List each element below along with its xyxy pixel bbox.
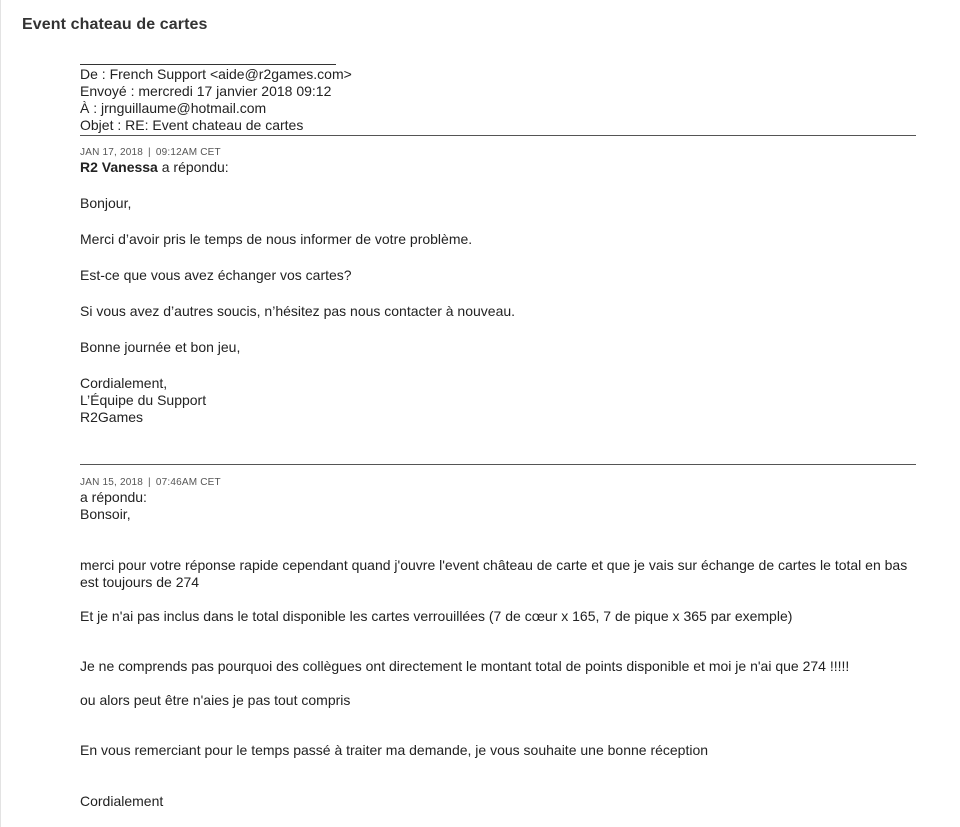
reply-action: a répondu: [157, 159, 229, 175]
message-line: Est-ce que vous avez échanger vos cartes? [80, 267, 352, 283]
message-line: Bonne journée et bon jeu, [80, 339, 241, 355]
reply-author-line [80, 159, 916, 176]
signature [80, 375, 916, 426]
message-line: Si vous avez d’autres soucis, n’hésitez pas nous contacter à nouveau. [80, 303, 516, 319]
meta-separator: | [148, 477, 151, 488]
signature-line: R2Games [80, 409, 144, 425]
greeting: Bonjour, [80, 195, 132, 211]
reply-date: JAN 17, 2018 [80, 147, 143, 158]
message-divider [80, 135, 916, 136]
header-object: Objet : RE: Event chateau de cartes [80, 117, 304, 133]
header-to: À : jrnguillaume@hotmail.com [80, 100, 267, 116]
reply-time: 09:12AM CET [155, 147, 221, 158]
message-divider [80, 464, 916, 465]
meta-separator: | [148, 147, 151, 158]
reply-block [80, 147, 916, 426]
reply-meta [80, 147, 916, 159]
reply-meta [80, 477, 916, 489]
message-paragraph: ou alors peut être n'aies je pas tout compris [80, 692, 351, 708]
message-line: Merci d’avoir pris le temps de nous informer de votre problème. [80, 231, 473, 247]
closing: Cordialement [80, 793, 164, 809]
header-separator [80, 64, 336, 65]
reply-date: JAN 15, 2018 [80, 477, 143, 488]
left-border [0, 0, 1, 827]
message-paragraph: En vous remerciant pour le temps passé à traiter ma demande, je vous souhaite une bonne réception [80, 742, 709, 758]
greeting: Bonsoir, [80, 506, 131, 522]
header-from: De : French Support <aide@r2games.com> [80, 66, 352, 82]
reply-author: R2 Vanessa [80, 159, 158, 175]
signature-line: L’Équipe du Support [80, 392, 207, 408]
reply-action: a répondu: [80, 489, 147, 505]
reply-block [80, 477, 916, 810]
forward-header [80, 66, 916, 134]
message-paragraph: merci pour votre réponse rapide cependant quand j'ouvre l'event château de carte et que je vais sur échange de cartes le total en bas est toujours de 274 [80, 557, 908, 590]
email-subject: Event chateau de cartes [22, 16, 208, 33]
message-paragraph: Je ne comprends pas pourquoi des collègues ont directement le montant total de points disponible et moi je n'ai que 274 !!!!! [80, 658, 850, 674]
email-body [80, 52, 916, 810]
header-sent: Envoyé : mercredi 17 janvier 2018 09:12 [80, 83, 332, 99]
signature-line: Cordialement, [80, 375, 168, 391]
message-paragraph: Et je n'ai pas inclus dans le total disponible les cartes verrouillées (7 de cœur x 165, 7 de pique x 365 par exemple) [80, 608, 793, 624]
reply-time: 07:46AM CET [155, 477, 221, 488]
